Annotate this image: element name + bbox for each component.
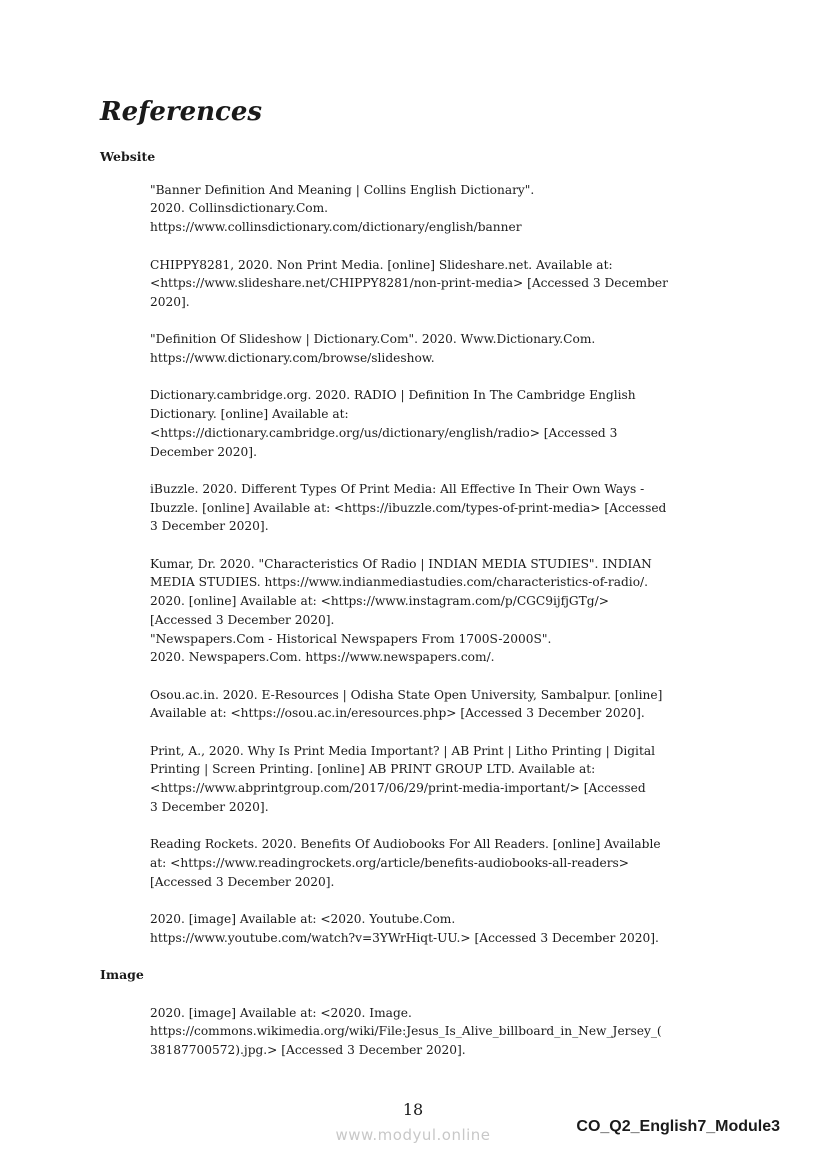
reference-line: Ibuzzle. [online] Available at: <https://ibuzzle.com/types-of-print-media> [Accessed (150, 500, 667, 515)
reference-line: CHIPPY8281, 2020. Non Print Media. [online] Slideshare.net. Available at: (150, 257, 613, 272)
reference-line: <https://www.abprintgroup.com/2017/06/29/print-media-important/> [Accessed (150, 781, 646, 796)
reference-line: Available at: <https://osou.ac.in/eresources.php> [Accessed 3 December 2020]. (150, 706, 645, 721)
reference-line: 2020. [image] Available at: <2020. Youtube.Com. (150, 911, 456, 926)
reference-line: Dictionary. [online] Available at: (150, 407, 349, 422)
page-title: References (100, 97, 263, 127)
reference-line: [Accessed 3 December 2020]. (150, 874, 335, 889)
reference-line: https://www.youtube.com/watch?v=3YWrHiqt-UU.> [Accessed 3 December 2020]. (150, 930, 659, 945)
references-list (0, 148, 826, 1079)
reference-entry (150, 555, 826, 667)
reference-line: "Definition Of Slideshow | Dictionary.Com". 2020. Www.Dictionary.Com. (150, 332, 596, 347)
reference-line: 2020. [image] Available at: <2020. Image. (150, 1005, 412, 1020)
reference-line: Reading Rockets. 2020. Benefits Of Audiobooks For All Readers. [online] Available (150, 837, 661, 852)
reference-line: 2020. [online] Available at: <https://www.instagram.com/p/CGC9ijfjGTg/> (150, 594, 609, 609)
reference-line: 38187700572).jpg.> [Accessed 3 December 2020]. (150, 1043, 466, 1058)
reference-line: "Banner Definition And Meaning | Collins English Dictionary". (150, 182, 535, 197)
reference-line: https://www.dictionary.com/browse/slideshow. (150, 351, 435, 365)
reference-entry (150, 910, 826, 947)
reference-line: 2020]. (150, 294, 190, 309)
reference-line: Dictionary.cambridge.org. 2020. RADIO | Definition In The Cambridge English (150, 388, 636, 403)
section-heading: Image (100, 967, 144, 983)
watermark: www.modyul.online (335, 1126, 491, 1144)
reference-line: https://www.collinsdictionary.com/dictionary/english/banner (150, 220, 522, 235)
reference-entry (150, 742, 826, 817)
reference-line: <https://dictionary.cambridge.org/us/dictionary/english/radio> [Accessed 3 (150, 425, 618, 440)
reference-line: Print, A., 2020. Why Is Print Media Important? | AB Print | Litho Printing | Digital (150, 743, 656, 758)
reference-line: December 2020]. (150, 444, 257, 459)
module-code: CO_Q2_English7_Module3 (576, 1118, 780, 1135)
reference-line: [Accessed 3 December 2020]. (150, 612, 335, 627)
section-heading: Website (100, 149, 156, 164)
reference-entry (150, 256, 826, 312)
reference-entry (150, 1004, 826, 1060)
reference-entry (150, 386, 826, 461)
page-number: 18 (402, 1100, 424, 1119)
reference-line: 3 December 2020]. (150, 799, 269, 814)
reference-line: at: <https://www.readingrockets.org/article/benefits-audiobooks-all-readers> (150, 855, 630, 870)
reference-line: Osou.ac.in. 2020. E-Resources | Odisha State Open University, Sambalpur. [online] (150, 687, 663, 702)
reference-line: 2020. Collinsdictionary.Com. (150, 201, 329, 216)
reference-line: iBuzzle. 2020. Different Types Of Print Media: All Effective In Their Own Ways - (150, 481, 645, 496)
reference-entry (150, 330, 826, 367)
reference-entry (150, 686, 826, 723)
reference-line: <https://www.slideshare.net/CHIPPY8281/non-print-media> [Accessed 3 December (150, 276, 668, 291)
reference-line: https://commons.wikimedia.org/wiki/File:Jesus_Is_Alive_billboard_in_New_Jersey_( (150, 1024, 662, 1039)
reference-line: MEDIA STUDIES. https://www.indianmediastudies.com/characteristics-of-radio/. (150, 575, 649, 590)
reference-entry (150, 835, 826, 891)
reference-line: "Newspapers.Com - Historical Newspapers From 1700S-2000S". (150, 631, 552, 646)
reference-line: 2020. Newspapers.Com. https://www.newspapers.com/. (150, 650, 495, 665)
reference-line: 3 December 2020]. (150, 519, 269, 534)
reference-line: Printing | Screen Printing. [online] AB PRINT GROUP LTD. Available at: (150, 762, 596, 777)
reference-entry (150, 181, 826, 237)
reference-line: Kumar, Dr. 2020. "Characteristics Of Radio | INDIAN MEDIA STUDIES". INDIAN (150, 556, 652, 571)
reference-entry (150, 480, 826, 536)
